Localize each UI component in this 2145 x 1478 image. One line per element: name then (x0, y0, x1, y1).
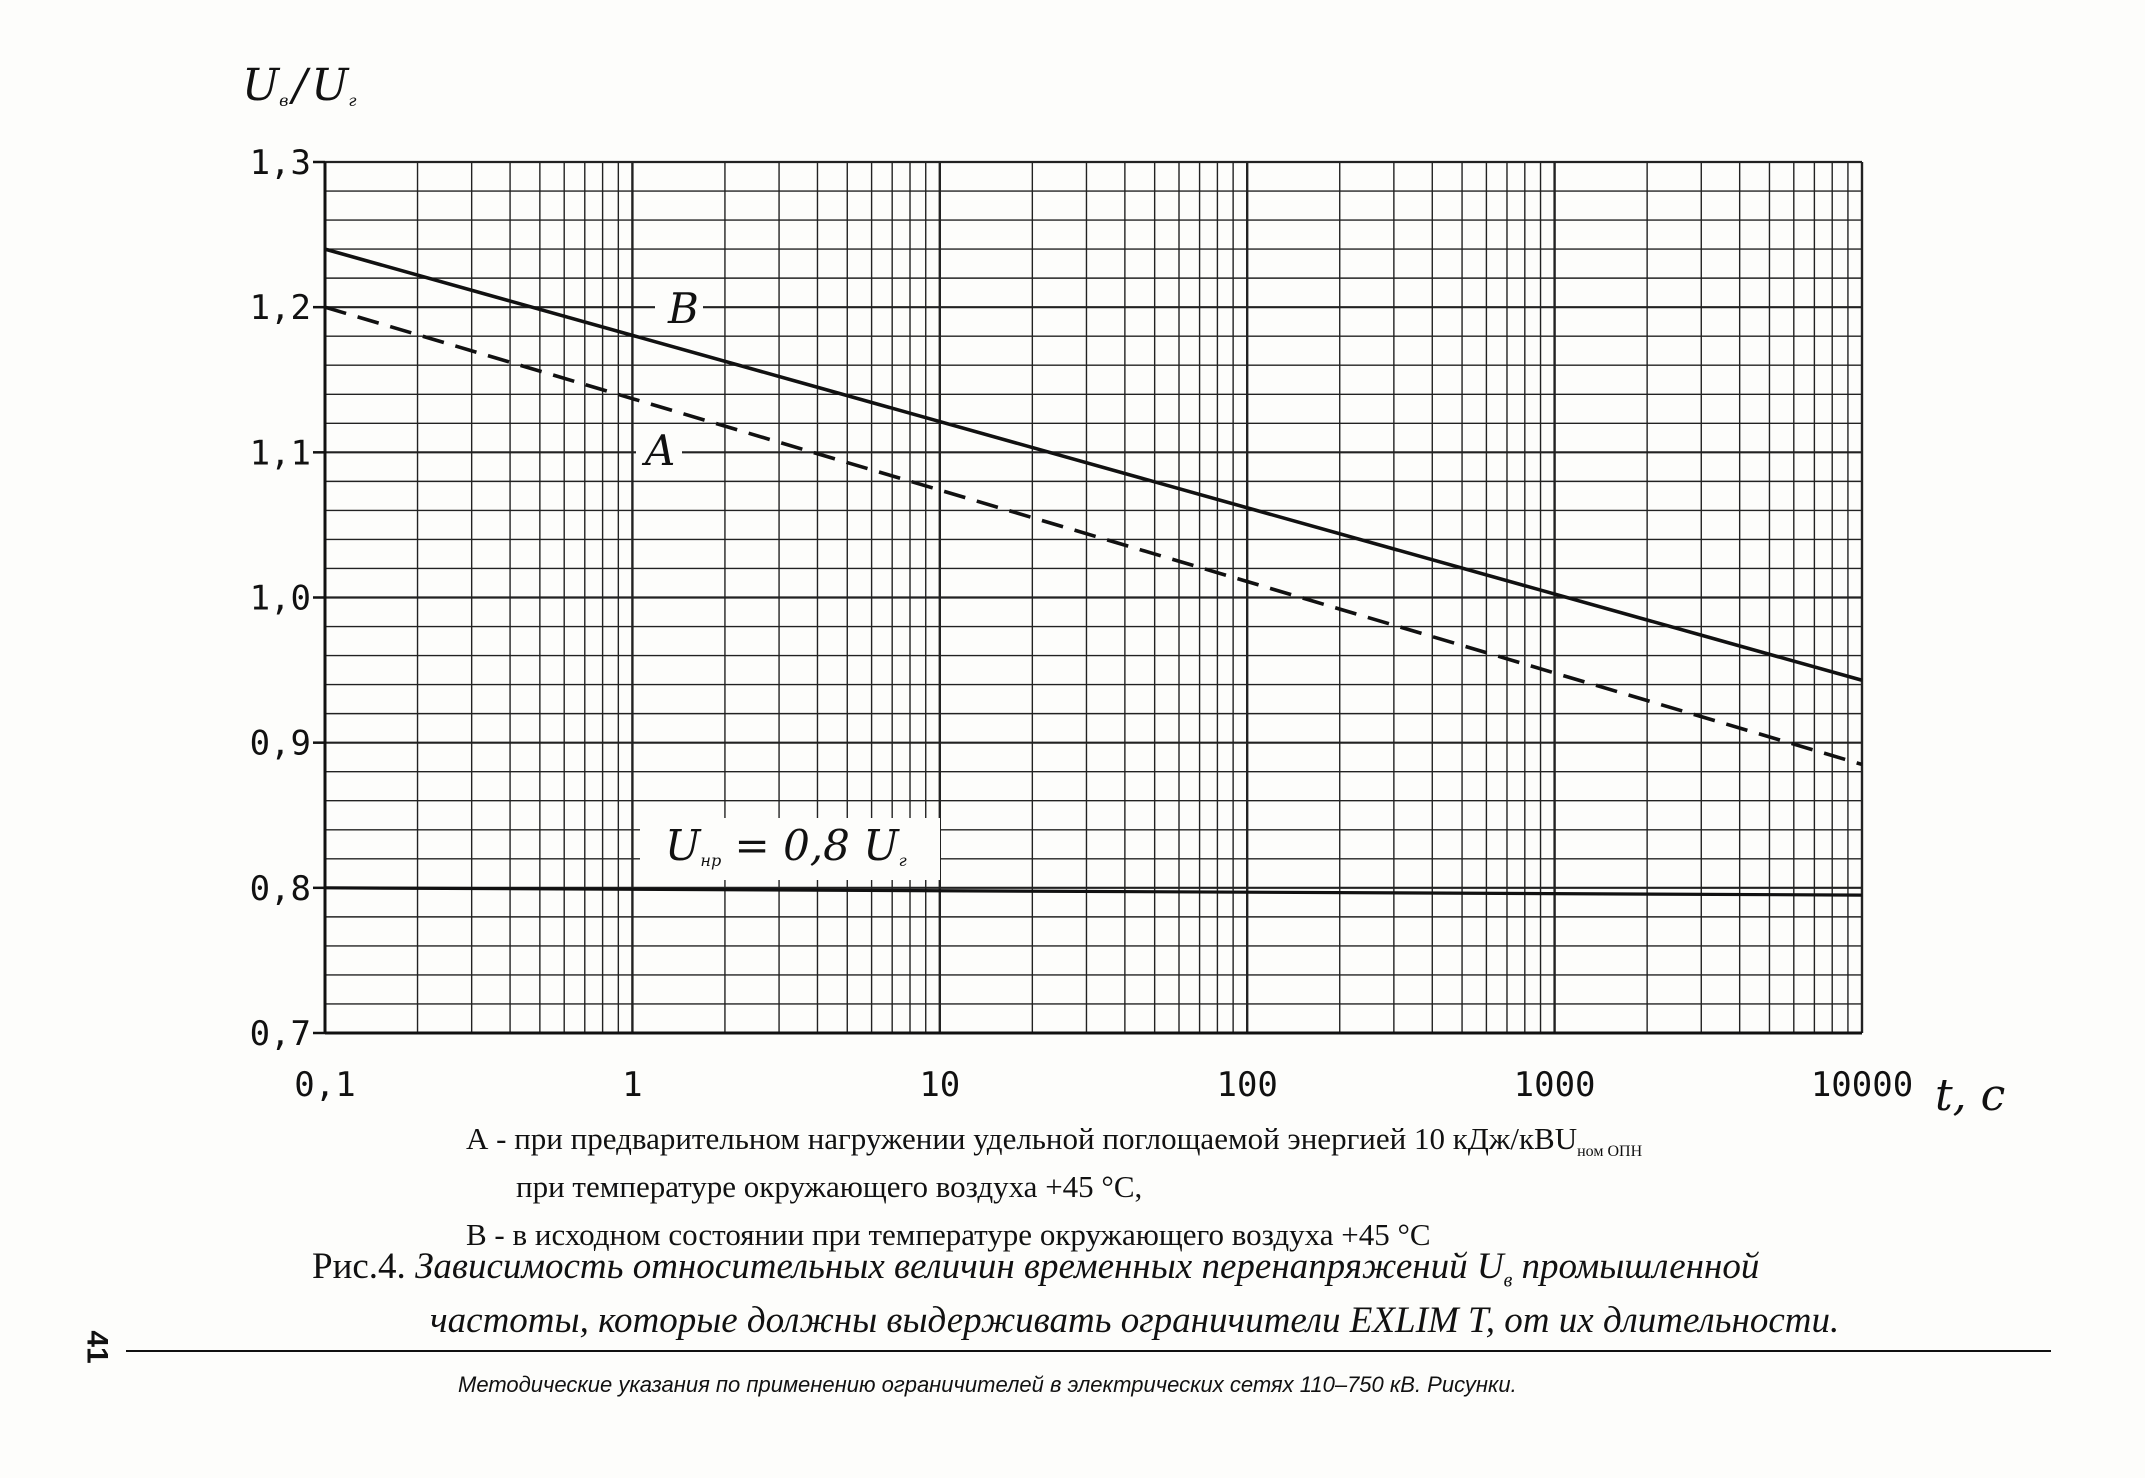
x-tick-label: 10 (919, 1065, 961, 1105)
chart-grid (325, 162, 1862, 1033)
x-tick-label: 1000 (1513, 1065, 1596, 1105)
figure-caption-line2: частоты, которые должны выдерживать ограничители EXLIM T, от их длительности. (430, 1300, 1840, 1341)
figure-caption-line1: Рис.4. Зависимость относительных величин временных перенапряжений $U_в$ промышленной (312, 1246, 1760, 1292)
y-tick-label: 0,9 (249, 723, 311, 764)
annotation-unr: Uнр = 0,8 Uг (665, 821, 907, 870)
annotation-a: A (645, 426, 676, 475)
y-tick-label: 1,3 (249, 143, 311, 183)
x-tick-label: 1 (622, 1065, 643, 1105)
x-tick-label: 0,1 (294, 1065, 356, 1105)
x-tick-label: 10000 (1810, 1065, 1914, 1105)
chart-series (325, 249, 1862, 895)
y-tick-label: 1,1 (249, 433, 311, 474)
footer-text: Методические указания по применению ограничителей в электрических сетях 110–750 кВ. Рисунки. (458, 1372, 1517, 1397)
x-tick-label: 100 (1216, 1065, 1278, 1105)
annotation-b: B (668, 284, 699, 333)
legend-a-line1: А - при предварительном нагружении удельной поглощаемой энергией 10 кДж/кВU$_{ном ОПН}$ (466, 1121, 1643, 1161)
series-line-b (325, 249, 1862, 680)
y-tick-label: 0,8 (249, 868, 311, 909)
y-tick-label: 1,2 (249, 288, 311, 329)
page-number: 41 (80, 1330, 114, 1364)
chart-labels (242, 60, 2005, 1121)
x-axis-label: t, c (1935, 1070, 2006, 1121)
footer-rule (126, 1350, 2051, 1352)
series-line-a (325, 307, 1862, 764)
y-tick-label: 0,7 (249, 1014, 311, 1054)
y-axis-label: Uв/Uг (242, 60, 357, 111)
figure-label: Рис.4. (312, 1246, 406, 1287)
legend-a-line2: при температуре окружающего воздуха +45 °С, (516, 1169, 1143, 1204)
legend-b-line: В - в исходном состоянии при температуре окружающего воздуха +45 °С (466, 1217, 1431, 1252)
y-tick-label: 1,0 (249, 578, 311, 619)
